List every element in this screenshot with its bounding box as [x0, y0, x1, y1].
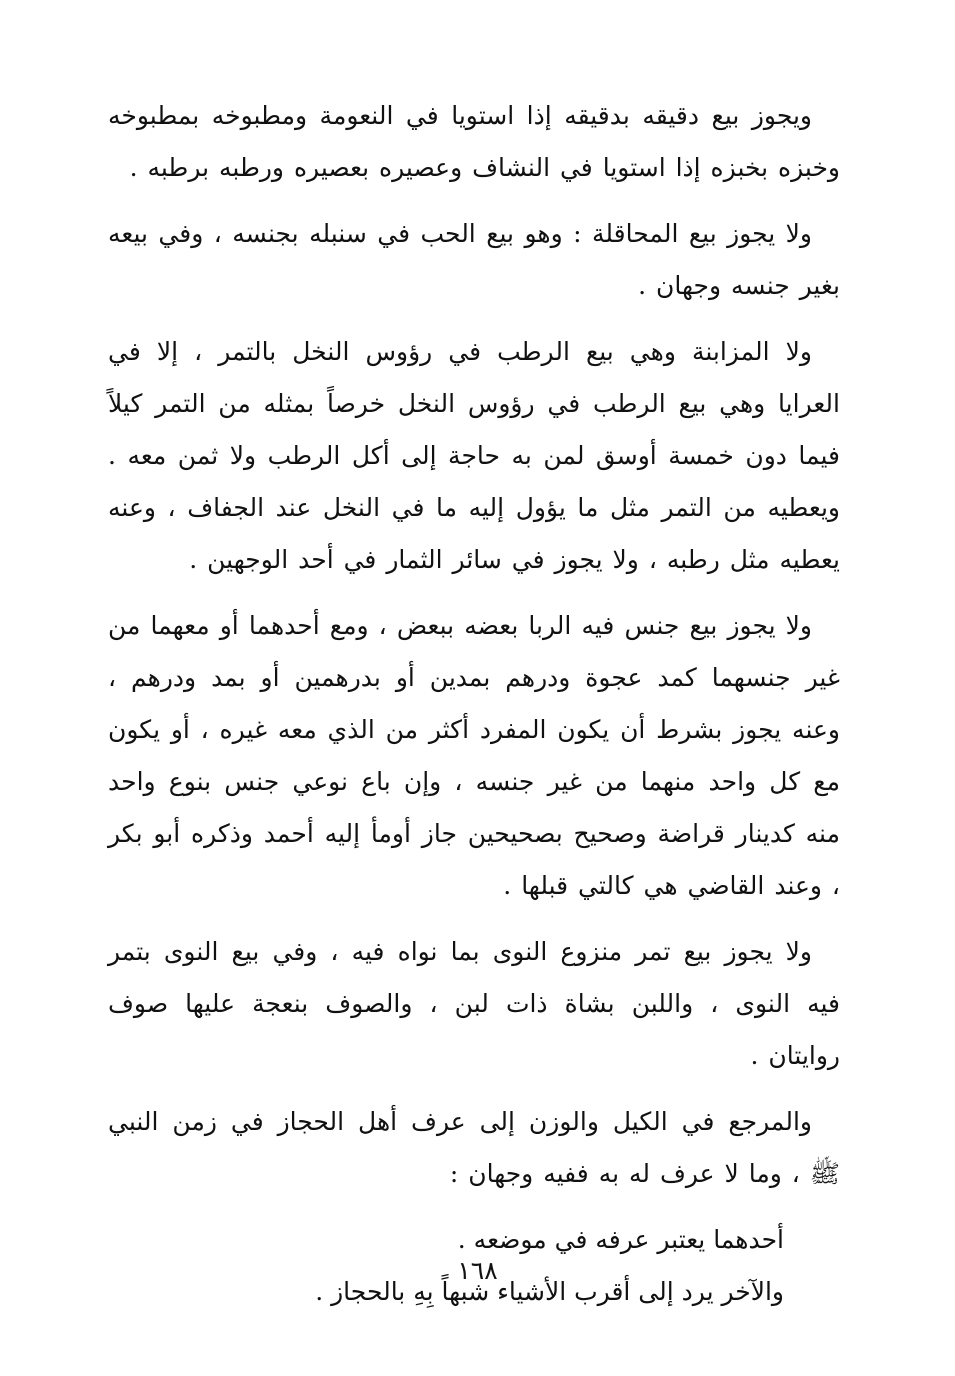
paragraph: ولا المزابنة وهي بيع الرطب في رؤوس النخل بالتمر ، إلا في العرايا وهي بيع الرطب في رؤوس النخل خرصاً بمثله من التمر كيلاً فيما دون خمسة أوسق لمن به حاجة إلى أكل الرطب ولا ثمن معه . ويعطيه من التمر مثل ما يؤول إليه ما في النخل عند الجفاف ، وعنه يعطيه مثل رطبه ، ولا يجوز في سائر الثمار في أحد الوجهين . [108, 337, 840, 574]
body-text [108, 90, 840, 1318]
list-item: والآخر يرد إلى أقرب الأشياء شبهاً بِهِ بالحجاز . [315, 1277, 784, 1306]
list-item: أحدهما يعتبر عرفه في موضعه . [457, 1225, 784, 1254]
paragraph: ويجوز بيع دقيقه بدقيقه إذا استويا في النعومة ومطبوخه بمطبوخه وخبزه بخبزه إذا استويا في النشاف وعصيره بعصيره ورطبه برطبه . [108, 101, 840, 182]
paragraph: ولا يجوز بيع المحاقلة : وهو بيع الحب في سنبله بجنسه ، وفي بيعه بغير جنسه وجهان . [108, 219, 840, 300]
paragraph: ولا يجوز بيع تمر منزوع النوى بما نواه فيه ، وفي بيع النوى بتمر فيه النوى ، واللبن بشاة ذات لبن ، والصوف بنعجة عليها صوف روايتان . [108, 937, 840, 1070]
page-number: ١٦٨ [457, 1256, 498, 1285]
paragraph: والمرجع في الكيل والوزن إلى عرف أهل الحجاز في زمن النبي ﷺ ، وما لا عرف له به ففيه وجهان : [108, 1107, 840, 1188]
paragraph: ولا يجوز بيع جنس فيه الربا بعضه ببعض ، ومع أحدهما أو معهما من غير جنسهما كمد عجوة ودرهم بمدين أو بدرهمين أو بمد ودرهم ، وعنه يجوز بشرط أن يكون المفرد أكثر من الذي معه غيره ، أو يكون مع كل واحد منهما من غير جنسه ، وإن باع نوعي جنس بنوع واحد منه كدينار قراضة وصحيح بصحيحين جاز أومأ إليه أحمد وذكره أبو بكر ، وعند القاضي هي كالتي قبلها . [108, 611, 840, 900]
